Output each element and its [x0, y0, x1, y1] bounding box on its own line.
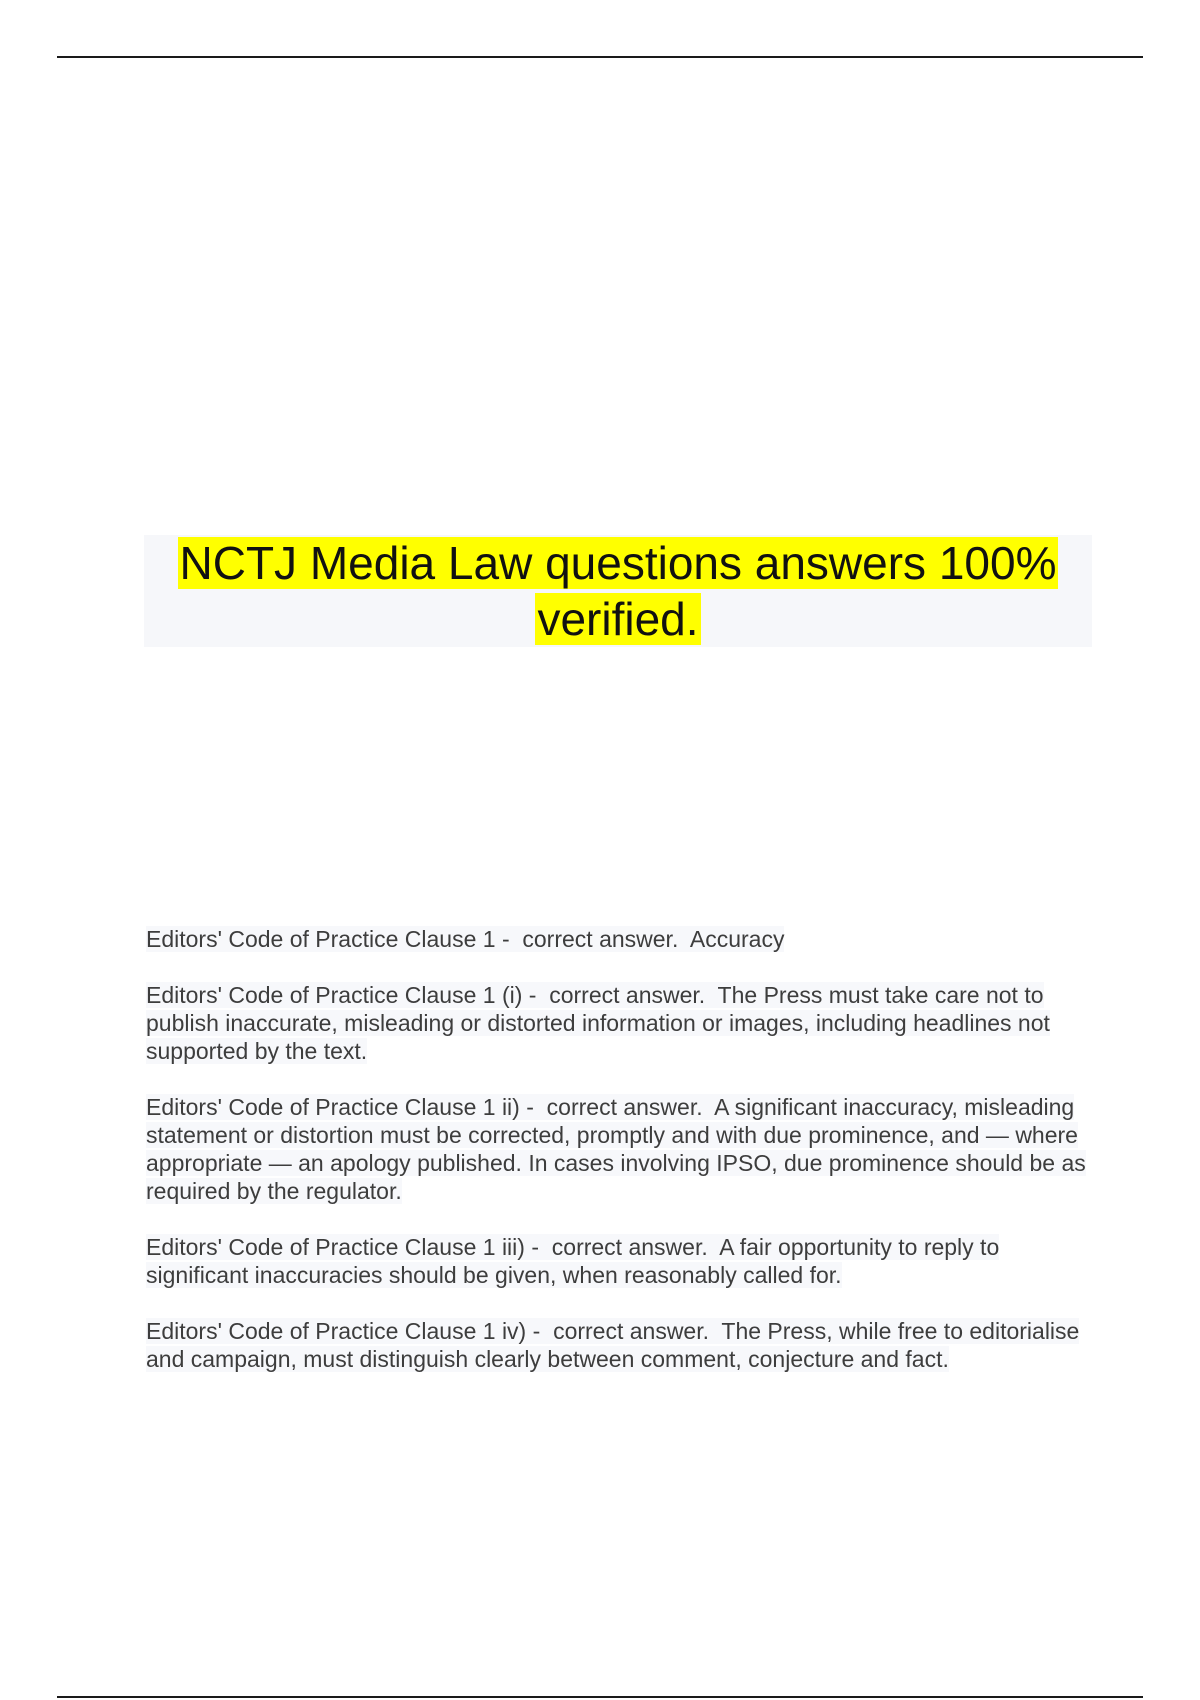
- qa-answer: A fair opportunity to reply to significant inaccuracies should be given, when reasonably called for.: [146, 1234, 1000, 1288]
- qa-question: Editors' Code of Practice Clause 1 iv) -: [146, 1318, 541, 1344]
- qa-answer-prefix: correct answer.: [546, 1094, 703, 1120]
- qa-entry: [146, 925, 1091, 953]
- qa-answer: A significant inaccuracy, misleading statement or distortion must be corrected, promptly and with due prominence, and — where appropriate — an apology published. In cases involving IPSO, due prominence should be as required by the regulator.: [146, 1094, 1086, 1204]
- qa-answer-prefix: correct answer.: [553, 1318, 710, 1344]
- qa-answer-prefix: correct answer.: [549, 982, 706, 1008]
- qa-question: Editors' Code of Practice Clause 1 iii) -: [146, 1234, 539, 1260]
- qa-answer-prefix: correct answer.: [522, 926, 679, 952]
- qa-answer: Accuracy: [689, 926, 785, 952]
- qa-question: Editors' Code of Practice Clause 1 (i) -: [146, 982, 537, 1008]
- footer-rule: [57, 1696, 1143, 1698]
- title-block: [144, 535, 1092, 647]
- document-title: [144, 535, 1092, 647]
- qa-list: [146, 925, 1091, 1401]
- qa-entry: [146, 981, 1091, 1065]
- qa-entry: [146, 1093, 1091, 1205]
- header-rule: [57, 56, 1143, 58]
- qa-answer-prefix: correct answer.: [551, 1234, 708, 1260]
- qa-answer: The Press, while free to editorialise and campaign, must distinguish clearly between comment, conjecture and fact.: [146, 1318, 1080, 1372]
- qa-question: Editors' Code of Practice Clause 1 -: [146, 926, 510, 952]
- qa-answer: The Press must take care not to publish inaccurate, misleading or distorted information or images, including headlines not supported by the text.: [146, 982, 1050, 1064]
- qa-entry: [146, 1317, 1091, 1373]
- qa-entry: [146, 1233, 1091, 1289]
- document-title-text: NCTJ Media Law questions answers 100% verified.: [179, 537, 1057, 645]
- qa-question: Editors' Code of Practice Clause 1 ii) -: [146, 1094, 534, 1120]
